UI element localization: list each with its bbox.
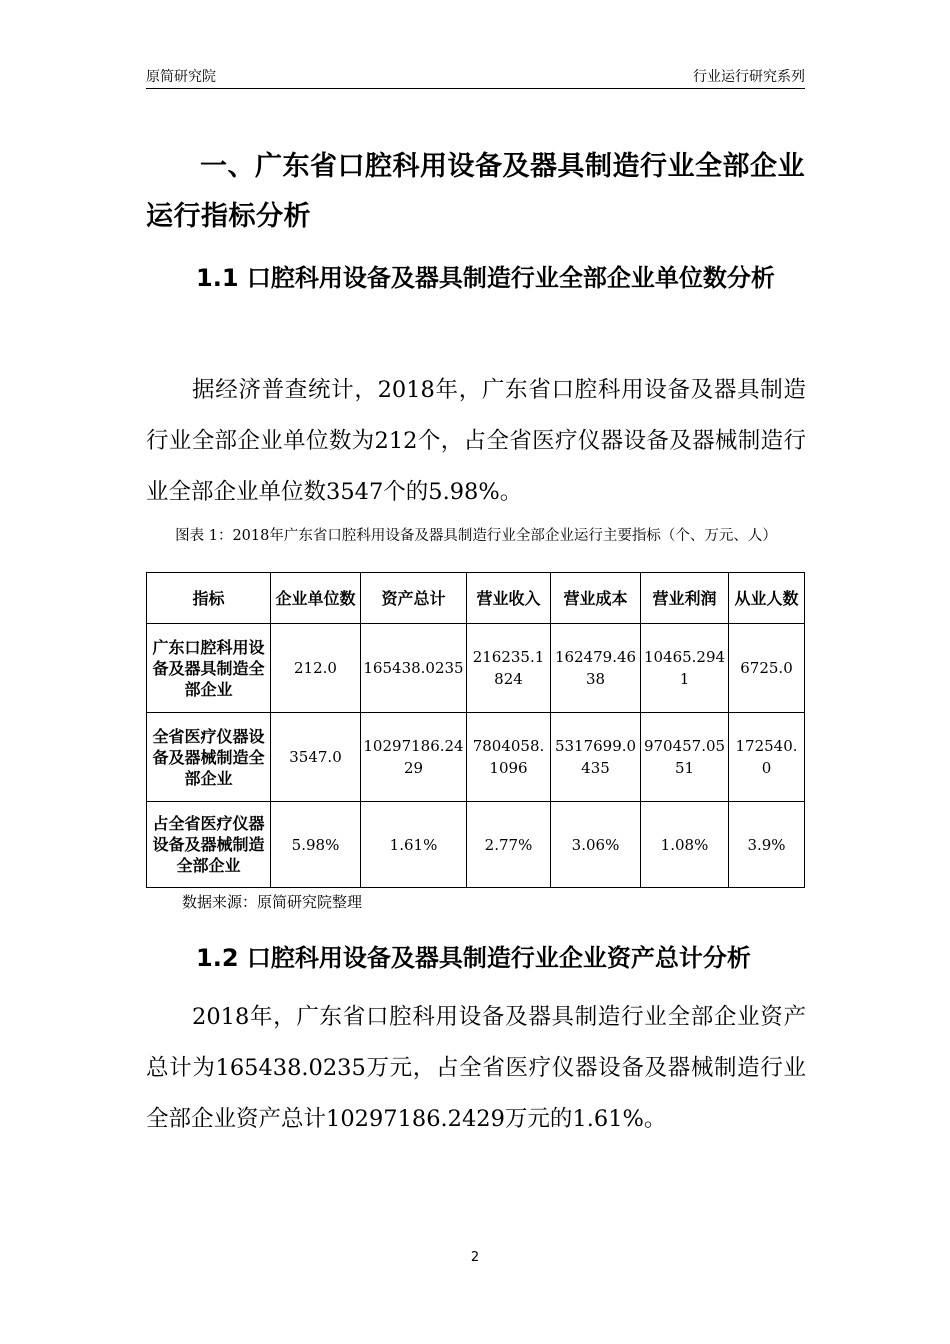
table-row-label: 全省医疗仪器设备及器械制造全部企业 <box>147 713 271 802</box>
table-row-label: 占全省医疗仪器设备及器械制造全部企业 <box>147 802 271 888</box>
table-source-note: 数据来源：原简研究院整理 <box>182 893 363 911</box>
table-cell: 212.0 <box>271 624 361 713</box>
header-divider <box>146 88 805 89</box>
indicator-table <box>146 572 805 888</box>
table-header-cell: 资产总计 <box>361 573 467 624</box>
table-cell: 3.9% <box>729 802 805 888</box>
table-header-cell: 指标 <box>147 573 271 624</box>
table-cell: 3547.0 <box>271 713 361 802</box>
table-cell: 5317699.0435 <box>551 713 641 802</box>
table-header-cell: 营业收入 <box>467 573 551 624</box>
table-cell: 1.61% <box>361 802 467 888</box>
header-series-name: 行业运行研究系列 <box>693 69 805 85</box>
table-cell: 165438.0235 <box>361 624 467 713</box>
subsection-2-paragraph: 2018年，广东省口腔科用设备及器具制造行业全部企业资产总计为165438.0235万元，占全省医疗仪器设备及器械制造行业全部企业资产总计10297186.2429万元的1.61%。 <box>146 1004 806 1132</box>
subsection-1-paragraph: 据经济普查统计，2018年，广东省口腔科用设备及器具制造行业全部企业单位数为212个，占全省医疗仪器设备及器械制造行业全部企业单位数3547个的5.98%。 <box>146 377 806 505</box>
table-header-cell: 营业利润 <box>641 573 729 624</box>
table-cell: 6725.0 <box>729 624 805 713</box>
table-cell: 162479.4638 <box>551 624 641 713</box>
table-cell: 10465.2941 <box>641 624 729 713</box>
table-cell: 216235.1824 <box>467 624 551 713</box>
table-row <box>147 624 805 713</box>
table-cell: 970457.0551 <box>641 713 729 802</box>
table-cell: 5.98% <box>271 802 361 888</box>
table-cell: 7804058.1096 <box>467 713 551 802</box>
table-header-cell: 营业成本 <box>551 573 641 624</box>
table-cell: 1.08% <box>641 802 729 888</box>
header-org-name: 原简研究院 <box>146 69 216 85</box>
table-row-label: 广东口腔科用设备及器具制造全部企业 <box>147 624 271 713</box>
subsection-2-title: 1.2 口腔科用设备及器具制造行业企业资产总计分析 <box>196 944 751 972</box>
page-number: 2 <box>470 1250 480 1265</box>
table-header-cell: 企业单位数 <box>271 573 361 624</box>
table-row <box>147 802 805 888</box>
table-cell: 2.77% <box>467 802 551 888</box>
table-cell: 172540.0 <box>729 713 805 802</box>
table-caption: 图表 1：2018年广东省口腔科用设备及器具制造行业全部企业运行主要指标（个、万元、人） <box>175 528 777 544</box>
table-header-row <box>147 573 805 624</box>
subsection-1-title: 1.1 口腔科用设备及器具制造行业全部企业单位数分析 <box>196 264 775 292</box>
table-header-cell: 从业人数 <box>729 573 805 624</box>
table-cell: 3.06% <box>551 802 641 888</box>
table-row <box>147 713 805 802</box>
table-cell: 10297186.2429 <box>361 713 467 802</box>
section-title: 一、广东省口腔科用设备及器具制造行业全部企业运行指标分析 <box>146 151 805 232</box>
